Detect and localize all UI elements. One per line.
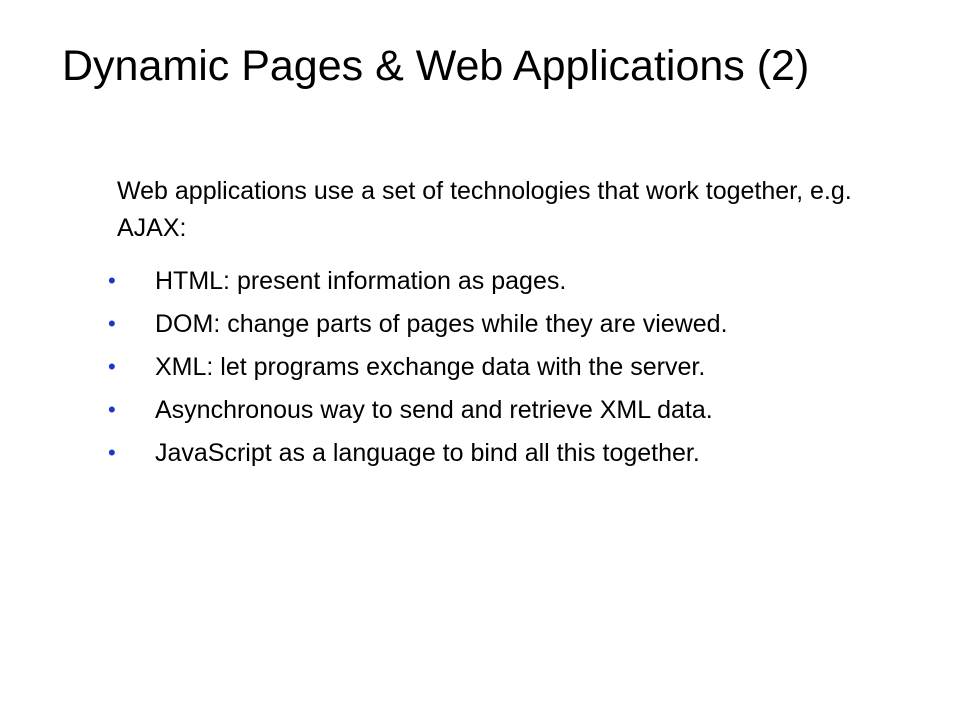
bullet-item-xml — [108, 352, 928, 395]
bullet-dot-icon: • — [108, 440, 116, 465]
bullet-text: XML: let programs exchange data with the server. — [155, 353, 706, 381]
bullet-item-html — [108, 266, 928, 309]
bullet-text: JavaScript as a language to bind all this together. — [155, 439, 700, 467]
bullet-text: Asynchronous way to send and retrieve XML data. — [155, 396, 713, 424]
slide-title: Dynamic Pages & Web Applications (2) — [62, 42, 810, 90]
bullet-item-javascript — [108, 438, 928, 481]
bullet-dot-icon: • — [108, 354, 116, 379]
bullet-dot-icon: • — [108, 397, 116, 422]
bullet-text: HTML: present information as pages. — [155, 267, 567, 295]
bullet-dot-icon: • — [108, 268, 116, 293]
bullet-text: DOM: change parts of pages while they are viewed. — [155, 310, 728, 338]
bullet-item-async — [108, 395, 928, 438]
bullet-list — [108, 266, 928, 481]
bullet-dot-icon: • — [108, 311, 116, 336]
intro-paragraph: Web applications use a set of technologies that work together, e.g. AJAX: — [117, 177, 852, 242]
bullet-item-dom — [108, 309, 928, 352]
